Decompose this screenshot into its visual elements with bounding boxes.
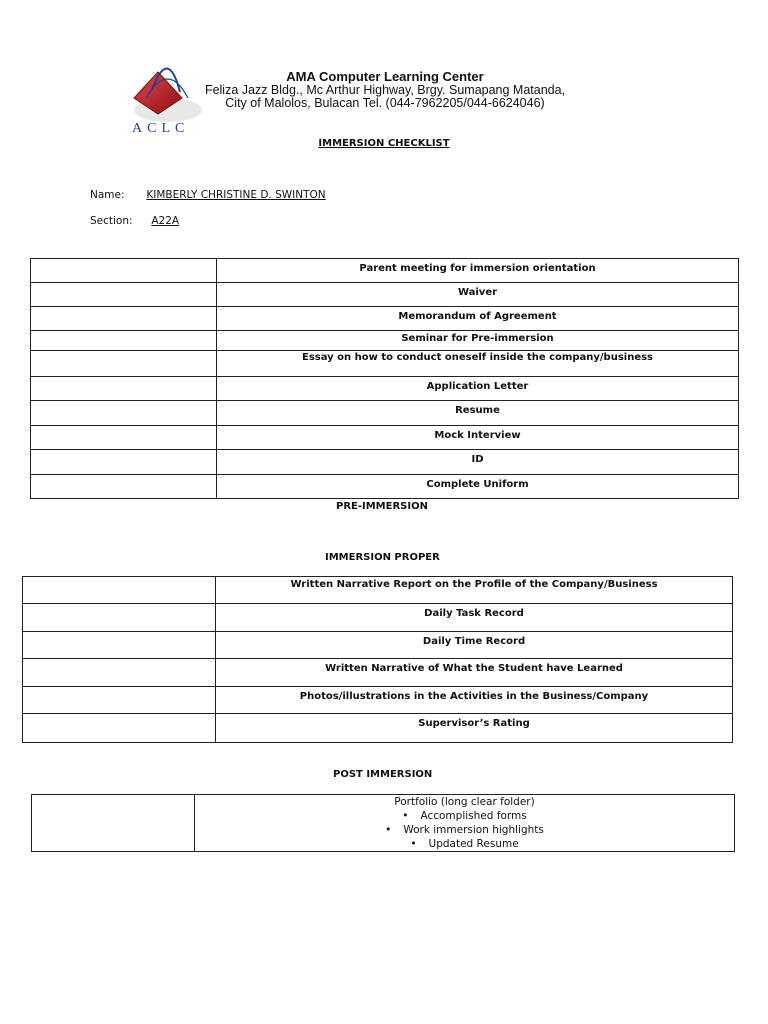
list-item: • Accomplished forms — [195, 809, 734, 823]
item-label: Memorandum of Agreement — [217, 307, 739, 331]
check-box[interactable] — [31, 401, 217, 426]
item-label: Daily Time Record — [216, 632, 733, 659]
table-row — [23, 714, 733, 743]
item-label: Photos/illustrations in the Activities in the Business/Company — [216, 687, 733, 714]
item-label: Written Narrative of What the Student have Learned — [216, 659, 733, 687]
item-label: Parent meeting for immersion orientation — [217, 259, 739, 283]
name-value: KIMBERLY CHRISTINE D. SWINTON — [146, 189, 326, 201]
item-label: Supervisor’s Rating — [216, 714, 733, 743]
section-label: Section: — [90, 215, 133, 227]
check-box[interactable] — [23, 687, 216, 714]
table-row — [23, 632, 733, 659]
table-row — [31, 401, 739, 426]
table-row — [23, 577, 733, 604]
table-row — [31, 307, 739, 331]
immersion-proper-table — [22, 576, 733, 743]
table-row — [23, 604, 733, 632]
table-row — [31, 450, 739, 475]
table-row — [31, 259, 739, 283]
address-line-1: Feliza Jazz Bldg., Mc Arthur Highway, Brgy. Sumapang Matanda, — [204, 82, 566, 97]
pre-immersion-label: PRE-IMMERSION — [336, 501, 428, 512]
item-label: Mock Interview — [217, 426, 739, 450]
section-field — [90, 215, 179, 227]
org-name: AMA Computer Learning Center — [286, 69, 484, 84]
item-label: Seminar for Pre-immersion — [217, 331, 739, 351]
item-label: Daily Task Record — [216, 604, 733, 632]
check-box[interactable] — [23, 714, 216, 743]
portfolio-title: Portfolio (long clear folder) — [394, 796, 535, 808]
check-box[interactable] — [31, 450, 217, 475]
check-box[interactable] — [23, 577, 216, 604]
logo-text: ACLC — [132, 121, 190, 136]
check-box[interactable] — [31, 426, 217, 450]
table-row — [31, 475, 739, 499]
pre-immersion-table — [30, 258, 739, 499]
check-box[interactable] — [23, 659, 216, 687]
post-immersion-table — [31, 794, 735, 852]
address-line-2: City of Malolos, Bulacan Tel. (044-7962205/044-6624046) — [225, 96, 545, 110]
check-box[interactable] — [31, 351, 217, 377]
table-row — [32, 795, 735, 852]
check-box[interactable] — [31, 475, 217, 499]
check-box[interactable] — [31, 377, 217, 401]
item-label: Application Letter — [217, 377, 739, 401]
table-row — [23, 659, 733, 687]
table-row — [31, 426, 739, 450]
document-title: IMMERSION CHECKLIST — [318, 138, 450, 149]
table-row — [23, 687, 733, 714]
immersion-proper-label: IMMERSION PROPER — [325, 552, 440, 563]
table-row — [31, 351, 739, 377]
table-row — [31, 377, 739, 401]
item-label: Written Narrative Report on the Profile of the Company/Business — [216, 577, 733, 604]
check-box[interactable] — [31, 283, 217, 307]
item-label: ID — [217, 450, 739, 475]
check-box[interactable] — [23, 604, 216, 632]
name-label: Name: — [90, 189, 125, 201]
check-box[interactable] — [31, 307, 217, 331]
table-row — [31, 283, 739, 307]
item-label: Waiver — [217, 283, 739, 307]
check-box[interactable] — [31, 331, 217, 351]
check-box[interactable] — [32, 795, 195, 852]
check-box[interactable] — [23, 632, 216, 659]
name-field — [90, 189, 326, 201]
portfolio-list — [195, 809, 734, 851]
item-label: Resume — [217, 401, 739, 426]
portfolio-cell — [195, 795, 735, 852]
list-item: • Work immersion highlights — [195, 823, 734, 837]
section-value: A22A — [151, 215, 180, 227]
letterhead — [180, 70, 590, 111]
item-label: Complete Uniform — [217, 475, 739, 499]
list-item: • Updated Resume — [195, 837, 734, 851]
check-box[interactable] — [31, 259, 217, 283]
table-row — [31, 331, 739, 351]
item-label: Essay on how to conduct oneself inside the company/business — [217, 351, 739, 377]
post-immersion-label: POST IMMERSION — [333, 769, 433, 780]
